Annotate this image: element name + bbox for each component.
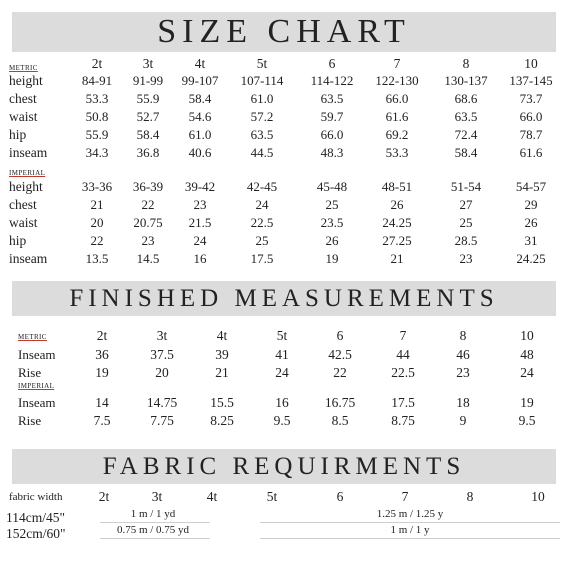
fabric-width-label: fabric width bbox=[9, 491, 63, 503]
table-cell: 26 bbox=[524, 215, 538, 230]
row-label-waist: waist bbox=[9, 215, 38, 230]
table-cell: 16 bbox=[275, 395, 289, 410]
table-cell: 26 bbox=[390, 197, 404, 212]
table-cell: 61.0 bbox=[188, 127, 212, 142]
table-cell: 54.6 bbox=[188, 109, 212, 124]
imperial-label: IMPERIAL bbox=[18, 382, 55, 390]
size-header: 5t bbox=[256, 56, 268, 71]
table-cell: 23 bbox=[141, 233, 155, 248]
table-cell: 34.3 bbox=[85, 145, 109, 160]
size-header: 7 bbox=[399, 328, 407, 343]
table-cell: 84-91 bbox=[81, 73, 113, 88]
table-cell: 58.4 bbox=[136, 127, 160, 142]
metric-label: METRIC bbox=[9, 64, 38, 72]
table-cell: 39-42 bbox=[184, 179, 216, 194]
table-cell: 8.25 bbox=[210, 413, 234, 428]
table-cell: 48.3 bbox=[320, 145, 344, 160]
table-cell: 9 bbox=[459, 413, 467, 428]
table-cell: 39 bbox=[215, 347, 229, 362]
table-cell: 8.75 bbox=[391, 413, 415, 428]
table-cell: 36 bbox=[95, 347, 109, 362]
size-header: 10 bbox=[520, 328, 534, 343]
size-header: 3t bbox=[142, 56, 154, 71]
table-cell: 69.2 bbox=[385, 127, 409, 142]
table-cell: 20 bbox=[155, 365, 169, 380]
table-cell: 26 bbox=[325, 233, 339, 248]
size-header: 2t bbox=[98, 489, 110, 504]
size-header: 4t bbox=[194, 56, 206, 71]
imperial-label: IMPERIAL bbox=[9, 169, 46, 177]
table-cell: 58.4 bbox=[188, 91, 212, 106]
table-cell: 42.5 bbox=[328, 347, 352, 362]
size-header: 10 bbox=[524, 56, 538, 71]
table-cell: 27 bbox=[459, 197, 473, 212]
size-header: 7 bbox=[393, 56, 401, 71]
table-cell: 23 bbox=[459, 251, 473, 266]
fabric-amount-large: 1 m / 1 y bbox=[390, 524, 430, 536]
table-cell: 44 bbox=[396, 347, 410, 362]
table-cell: 23 bbox=[193, 197, 207, 212]
size-header: 2t bbox=[91, 56, 103, 71]
size-header: 8 bbox=[462, 56, 470, 71]
table-cell: 53.3 bbox=[85, 91, 109, 106]
fabric-width-row-label: 114cm/45" bbox=[6, 510, 66, 525]
table-cell: 24 bbox=[520, 365, 534, 380]
table-cell: 16.75 bbox=[324, 395, 356, 410]
table-cell: 55.9 bbox=[136, 91, 160, 106]
size-header: 5t bbox=[266, 489, 278, 504]
size-header: 6 bbox=[336, 489, 344, 504]
table-cell: 24 bbox=[255, 197, 269, 212]
table-cell: 54-57 bbox=[515, 179, 547, 194]
row-label-inseam: inseam bbox=[9, 145, 48, 160]
table-cell: 20 bbox=[90, 215, 104, 230]
size-header: 10 bbox=[531, 489, 545, 504]
table-cell: 66.0 bbox=[320, 127, 344, 142]
table-cell: 8.5 bbox=[331, 413, 349, 428]
fabric-rule bbox=[100, 538, 210, 539]
row-label-inseam: Inseam bbox=[18, 347, 56, 362]
row-label-chest: chest bbox=[9, 197, 37, 212]
table-cell: 19 bbox=[520, 395, 534, 410]
fabric-amount-small: 0.75 m / 0.75 yd bbox=[116, 524, 190, 536]
table-cell: 21 bbox=[215, 365, 229, 380]
size-header: 4t bbox=[206, 489, 218, 504]
fabric-rule bbox=[100, 522, 210, 523]
fabric-amount-large: 1.25 m / 1.25 y bbox=[376, 508, 444, 520]
table-cell: 91-99 bbox=[132, 73, 164, 88]
table-cell: 42-45 bbox=[246, 179, 278, 194]
table-cell: 55.9 bbox=[85, 127, 109, 142]
table-cell: 122-130 bbox=[375, 73, 419, 88]
table-cell: 28.5 bbox=[454, 233, 478, 248]
row-label-hip: hip bbox=[9, 127, 27, 142]
table-cell: 48-51 bbox=[381, 179, 413, 194]
table-cell: 15.5 bbox=[210, 395, 234, 410]
table-cell: 66.0 bbox=[519, 109, 543, 124]
table-cell: 37.5 bbox=[150, 347, 174, 362]
table-cell: 7.5 bbox=[93, 413, 111, 428]
row-label-inseam: inseam bbox=[9, 251, 48, 266]
table-cell: 51-54 bbox=[450, 179, 482, 194]
fabric-rule bbox=[260, 522, 560, 523]
fabric-width-row-label: 152cm/60" bbox=[6, 526, 66, 541]
size-header: 8 bbox=[466, 489, 474, 504]
table-cell: 22 bbox=[333, 365, 347, 380]
table-cell: 23.5 bbox=[320, 215, 344, 230]
size-header: 3t bbox=[151, 489, 163, 504]
row-label-chest: chest bbox=[9, 91, 37, 106]
table-cell: 137-145 bbox=[509, 73, 553, 88]
table-cell: 24 bbox=[193, 233, 207, 248]
table-cell: 61.0 bbox=[250, 91, 274, 106]
table-cell: 9.5 bbox=[518, 413, 536, 428]
table-cell: 21.5 bbox=[188, 215, 212, 230]
table-cell: 9.5 bbox=[273, 413, 291, 428]
fabric-amount-small: 1 m / 1 yd bbox=[130, 508, 176, 520]
table-cell: 63.5 bbox=[320, 91, 344, 106]
table-cell: 16 bbox=[193, 251, 207, 266]
table-cell: 23 bbox=[456, 365, 470, 380]
row-label-hip: hip bbox=[9, 233, 27, 248]
table-cell: 107-114 bbox=[240, 73, 284, 88]
row-label-rise: Rise bbox=[18, 413, 42, 428]
table-cell: 52.7 bbox=[136, 109, 160, 124]
table-cell: 78.7 bbox=[519, 127, 543, 142]
fabric-requirements-title: FABRIC REQUIRMENTS bbox=[12, 449, 556, 484]
table-cell: 44.5 bbox=[250, 145, 274, 160]
table-cell: 25 bbox=[459, 215, 473, 230]
row-label-waist: waist bbox=[9, 109, 38, 124]
table-cell: 24 bbox=[275, 365, 289, 380]
metric-label: METRIC bbox=[18, 333, 47, 341]
size-header: 8 bbox=[459, 328, 467, 343]
table-cell: 27.25 bbox=[382, 233, 412, 248]
table-cell: 63.5 bbox=[454, 109, 478, 124]
table-cell: 130-137 bbox=[444, 73, 488, 88]
table-cell: 14 bbox=[95, 395, 109, 410]
size-header: 2t bbox=[96, 328, 108, 343]
table-cell: 20.75 bbox=[133, 215, 163, 230]
row-label-inseam: Inseam bbox=[18, 395, 56, 410]
size-chart-title: SIZE CHART bbox=[12, 12, 556, 52]
finished-measurements-title: FINISHED MEASUREMENTS bbox=[12, 281, 556, 316]
table-cell: 21 bbox=[390, 251, 404, 266]
table-cell: 17.5 bbox=[391, 395, 415, 410]
table-cell: 68.6 bbox=[454, 91, 478, 106]
table-cell: 22 bbox=[141, 197, 155, 212]
table-cell: 99-107 bbox=[181, 73, 219, 88]
table-cell: 17.5 bbox=[250, 251, 274, 266]
table-cell: 63.5 bbox=[250, 127, 274, 142]
table-cell: 114-122 bbox=[310, 73, 354, 88]
size-header: 4t bbox=[216, 328, 228, 343]
table-cell: 21 bbox=[90, 197, 104, 212]
table-cell: 22.5 bbox=[391, 365, 415, 380]
fabric-rule bbox=[260, 538, 560, 539]
table-cell: 53.3 bbox=[385, 145, 409, 160]
table-cell: 7.75 bbox=[150, 413, 174, 428]
table-cell: 40.6 bbox=[188, 145, 212, 160]
table-cell: 48 bbox=[520, 347, 534, 362]
table-cell: 18 bbox=[456, 395, 470, 410]
table-cell: 19 bbox=[325, 251, 339, 266]
table-cell: 22 bbox=[90, 233, 104, 248]
table-cell: 24.25 bbox=[382, 215, 412, 230]
size-header: 6 bbox=[336, 328, 344, 343]
table-cell: 41 bbox=[275, 347, 289, 362]
row-label-height: height bbox=[9, 73, 43, 88]
table-cell: 46 bbox=[456, 347, 470, 362]
table-cell: 14.5 bbox=[136, 251, 160, 266]
row-label-height: height bbox=[9, 179, 43, 194]
table-cell: 57.2 bbox=[250, 109, 274, 124]
size-header: 3t bbox=[156, 328, 168, 343]
table-cell: 24.25 bbox=[516, 251, 546, 266]
table-cell: 61.6 bbox=[519, 145, 543, 160]
table-cell: 22.5 bbox=[250, 215, 274, 230]
table-cell: 25 bbox=[325, 197, 339, 212]
table-cell: 13.5 bbox=[85, 251, 109, 266]
table-cell: 66.0 bbox=[385, 91, 409, 106]
row-label-rise: Rise bbox=[18, 365, 42, 380]
table-cell: 58.4 bbox=[454, 145, 478, 160]
table-cell: 61.6 bbox=[385, 109, 409, 124]
table-cell: 45-48 bbox=[316, 179, 348, 194]
table-cell: 19 bbox=[95, 365, 109, 380]
table-cell: 33-36 bbox=[81, 179, 113, 194]
size-header: 5t bbox=[276, 328, 288, 343]
table-cell: 50.8 bbox=[85, 109, 109, 124]
table-cell: 14.75 bbox=[146, 395, 178, 410]
table-cell: 36-39 bbox=[132, 179, 164, 194]
size-header: 6 bbox=[328, 56, 336, 71]
table-cell: 25 bbox=[255, 233, 269, 248]
table-cell: 72.4 bbox=[454, 127, 478, 142]
table-cell: 73.7 bbox=[519, 91, 543, 106]
table-cell: 31 bbox=[524, 233, 538, 248]
size-header: 7 bbox=[401, 489, 409, 504]
table-cell: 36.8 bbox=[136, 145, 160, 160]
table-cell: 59.7 bbox=[320, 109, 344, 124]
table-cell: 29 bbox=[524, 197, 538, 212]
